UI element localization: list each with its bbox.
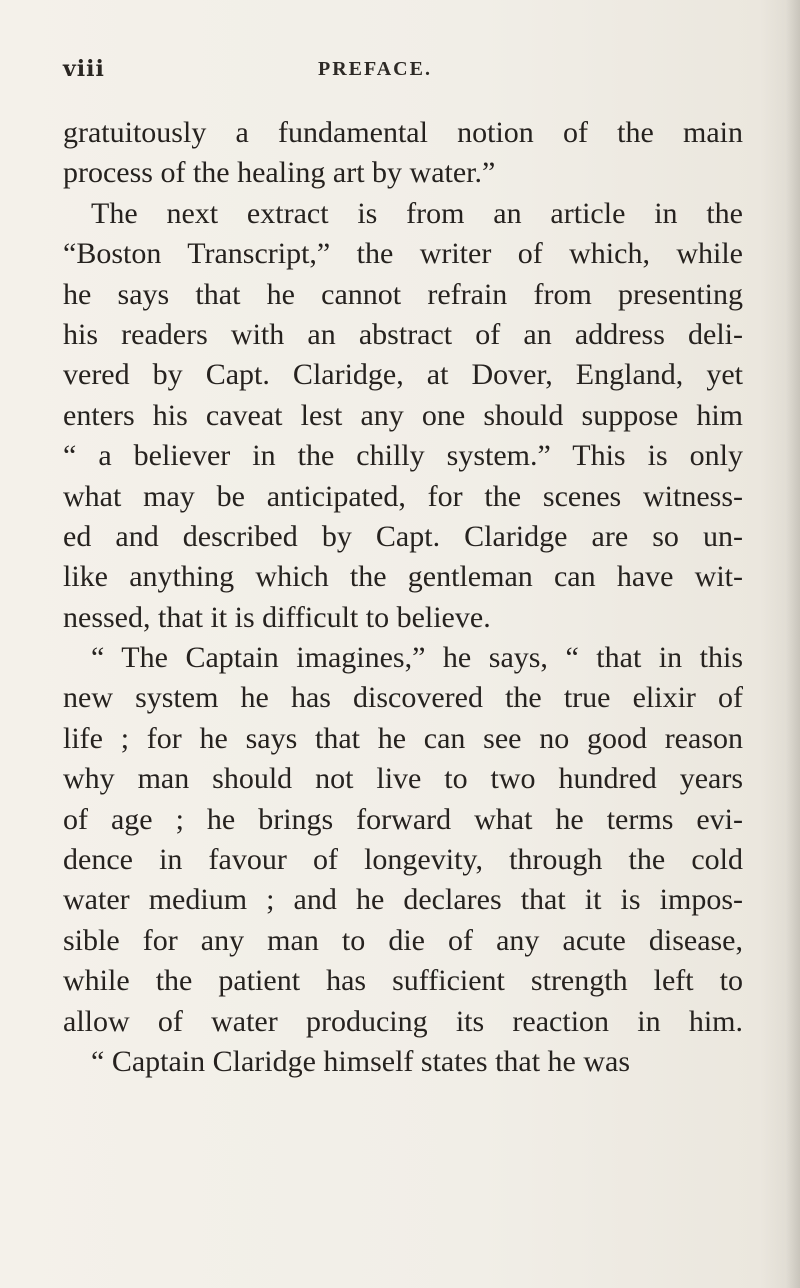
text-line: new system he has discovered the true elixir of bbox=[63, 681, 743, 715]
text-line: he says that he cannot refrain from presenting bbox=[63, 277, 743, 311]
page-edge-shadow bbox=[786, 0, 800, 1288]
text-line: life ; for he says that he can see no good reason bbox=[63, 721, 743, 755]
text-line: of age ; he brings forward what he terms evi- bbox=[63, 802, 743, 836]
text-line: “ The Captain imagines,” he says, “ that in this bbox=[91, 641, 743, 675]
text-line: vered by Capt. Claridge, at Dover, England, yet bbox=[63, 358, 743, 392]
text-line: allow of water producing its reaction in him. bbox=[63, 1004, 743, 1038]
text-line: why man should not live to two hundred years bbox=[63, 762, 743, 796]
text-line: gratuitously a fundamental notion of the main bbox=[63, 116, 743, 149]
text-line: “Boston Transcript,” the writer of which, while bbox=[63, 237, 743, 271]
body-text bbox=[63, 113, 743, 1082]
text-line: while the patient has sufficient strength left to bbox=[63, 964, 743, 998]
text-line: “ Captain Claridge himself states that he was bbox=[91, 1044, 631, 1078]
text-line: what may be anticipated, for the scenes witness- bbox=[63, 479, 743, 513]
text-line: dence in favour of longevity, through the cold bbox=[63, 843, 743, 877]
text-line: “ a believer in the chilly system.” This is only bbox=[63, 439, 743, 473]
text-line: ed and described by Capt. Claridge are so un- bbox=[63, 519, 743, 553]
text-line: sible for any man to die of any acute disease, bbox=[63, 923, 743, 957]
page-header bbox=[0, 56, 800, 86]
text-line: The next extract is from an article in the bbox=[91, 196, 743, 230]
text-line: like anything which the gentleman can have wit- bbox=[63, 560, 743, 594]
text-line: enters his caveat lest any one should suppose him bbox=[63, 398, 743, 432]
running-head: PREFACE. bbox=[318, 58, 432, 80]
page-number: viii bbox=[63, 56, 105, 82]
text-line: nessed, that it is difficult to believe. bbox=[63, 600, 491, 634]
text-line: his readers with an abstract of an address deli- bbox=[63, 317, 743, 351]
text-line: water medium ; and he declares that it is impos- bbox=[63, 883, 743, 917]
text-line: process of the healing art by water.” bbox=[63, 156, 496, 190]
